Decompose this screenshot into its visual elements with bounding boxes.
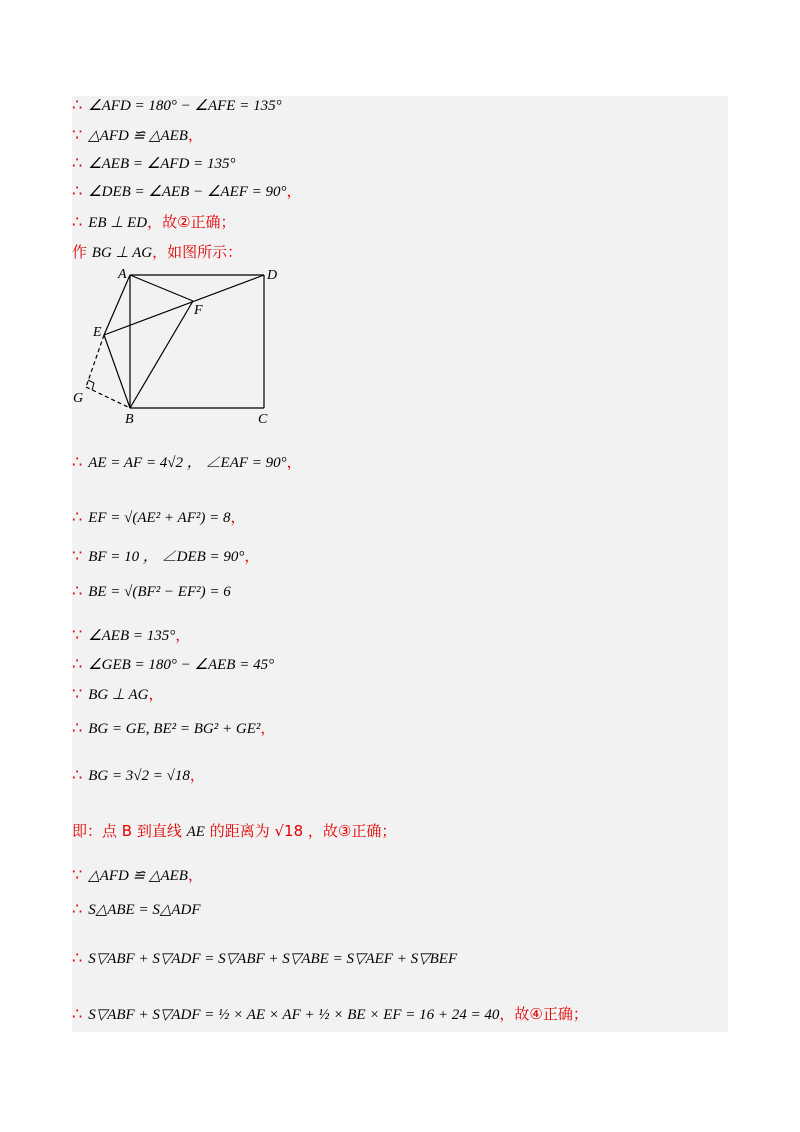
- solution-line: [72, 153, 235, 174]
- line-math: BG = GE, BE² = BG² + GE²: [88, 721, 261, 737]
- line-prefix: 即：点 B 到直线: [72, 822, 187, 840]
- therefore-symbol: ∴: [72, 948, 83, 967]
- line-math: AE = AF = 4√2 ， ∠EAF = 90°: [88, 455, 287, 471]
- line-math: AE: [186, 824, 205, 840]
- solution-line: [72, 718, 275, 739]
- because-symbol: ∵: [72, 625, 83, 644]
- line-math: BE = √(BF² − EF²) = 6: [88, 584, 231, 600]
- line-prefix: 作: [72, 243, 92, 261]
- line-tail: ，: [148, 685, 164, 703]
- line-math: BG ⊥ AG: [88, 687, 149, 703]
- because-symbol: ∵: [72, 546, 83, 565]
- line-tail: ，: [286, 453, 302, 471]
- line-math: ∠DEB = ∠AEB − ∠AEF = 90°: [88, 184, 287, 200]
- solution-line: [72, 684, 164, 705]
- solution-line: [72, 546, 259, 567]
- line-math: △AFD ≌ △AEB: [88, 868, 188, 884]
- line-tail: ，如图所示：: [152, 243, 243, 261]
- solution-line: [72, 125, 203, 146]
- label-g: G: [73, 391, 84, 406]
- therefore-symbol: ∴: [72, 212, 83, 231]
- therefore-symbol: ∴: [72, 765, 83, 784]
- line-math: BF = 10 ， ∠DEB = 90°: [88, 549, 245, 565]
- therefore-symbol: ∴: [72, 1004, 83, 1023]
- solution-line: [72, 948, 457, 969]
- therefore-symbol: ∴: [72, 581, 83, 600]
- line-math: EF = √(AE² + AF²) = 8: [88, 510, 231, 526]
- solution-line: [72, 865, 203, 886]
- solution-line: [72, 625, 190, 646]
- line-tail: ，: [189, 766, 205, 784]
- solution-line: [72, 452, 302, 473]
- line-tail: ，: [187, 866, 203, 884]
- line-tail: ，: [187, 126, 203, 144]
- solution-line: [72, 581, 231, 602]
- line-tail: ，: [230, 508, 246, 526]
- line-math: S▽ABF + S▽ADF = S▽ABF + S▽ABE = S▽AEF + S▽BEF: [88, 951, 458, 967]
- label-a: A: [118, 267, 127, 282]
- geometry-figure: [72, 266, 282, 426]
- because-symbol: ∵: [72, 125, 83, 144]
- line-tail: ，: [244, 547, 260, 565]
- line-math: ∠AEB = ∠AFD = 135°: [88, 156, 236, 172]
- line-math: S▽ABF + S▽ADF = ½ × AE × AF + ½ × BE × EF = 16 + 24 = 40: [88, 1007, 500, 1023]
- solution-line: [72, 181, 302, 202]
- line-tail: ，故④正确；: [499, 1005, 588, 1023]
- label-e: E: [93, 325, 102, 340]
- line-math: ∠AEB = 135°: [88, 628, 176, 644]
- line-tail: ，故②正确；: [147, 213, 236, 231]
- solution-line: [72, 765, 205, 786]
- label-d: D: [267, 268, 278, 283]
- segment-bf: [130, 301, 193, 408]
- segment-ae: [104, 275, 130, 335]
- therefore-symbol: ∴: [72, 153, 83, 172]
- solution-line: [72, 212, 236, 233]
- line-tail: ，: [175, 626, 191, 644]
- segment-ge-dashed: [86, 335, 104, 387]
- therefore-symbol: ∴: [72, 95, 83, 114]
- label-f: F: [194, 303, 203, 318]
- solution-line: [72, 821, 396, 842]
- therefore-symbol: ∴: [72, 181, 83, 200]
- therefore-symbol: ∴: [72, 507, 83, 526]
- solution-line: [72, 1004, 588, 1025]
- solution-line: [72, 654, 274, 675]
- line-math: ∠AFD = 180° − ∠AFE = 135°: [88, 98, 282, 114]
- line-tail: ，: [286, 182, 302, 200]
- solution-line: [72, 899, 201, 920]
- line-math: EB ⊥ ED: [88, 215, 148, 231]
- line-math: BG ⊥ AG: [91, 245, 153, 261]
- segment-ed: [104, 275, 264, 335]
- solution-line: [72, 95, 282, 116]
- therefore-symbol: ∴: [72, 654, 83, 673]
- therefore-symbol: ∴: [72, 718, 83, 737]
- therefore-symbol: ∴: [72, 452, 83, 471]
- line-math: ∠GEB = 180° − ∠AEB = 45°: [88, 657, 275, 673]
- label-b: B: [125, 412, 134, 426]
- because-symbol: ∵: [72, 865, 83, 884]
- solution-line: [72, 507, 246, 528]
- segment-af: [130, 275, 193, 301]
- line-math: BG = 3√2 = √18: [88, 768, 190, 784]
- because-symbol: ∵: [72, 684, 83, 703]
- solution-line: [72, 242, 242, 263]
- therefore-symbol: ∴: [72, 899, 83, 918]
- line-tail: 的距离为 √18 ，故③正确；: [204, 822, 397, 840]
- line-math: S△ABE = S△ADF: [88, 902, 201, 918]
- line-math: △AFD ≌ △AEB: [88, 128, 188, 144]
- label-c: C: [258, 412, 268, 426]
- line-tail: ，: [260, 719, 276, 737]
